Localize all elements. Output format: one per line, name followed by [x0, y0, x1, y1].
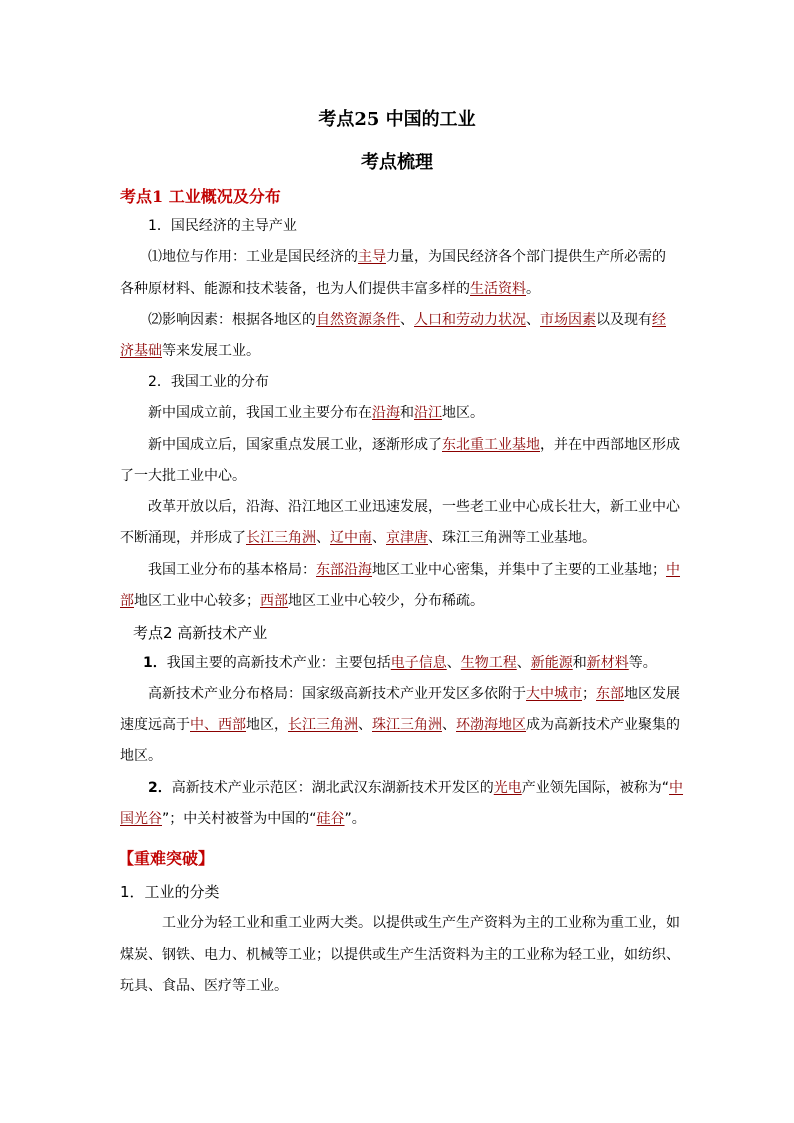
keyword: 东北重工业基地	[442, 437, 540, 453]
s1-p5-line1: 改革开放以后，沿海、沿江地区工业迅速发展，一些老工业中心成长壮大，新工业中心	[148, 499, 680, 515]
keyword: 东部沿海	[316, 562, 372, 578]
keyword: 国光谷	[120, 811, 162, 827]
s2-p3-line1	[148, 778, 683, 798]
keyword: 大中城市	[526, 686, 582, 702]
text: 等来发展工业。	[162, 343, 260, 359]
text: 以及现有	[596, 312, 652, 328]
text: 地区发展	[624, 686, 680, 702]
keyword: 西部	[260, 593, 288, 609]
text: 地区工业中心密集，并集中了主要的工业基地；	[372, 562, 666, 578]
keyword: 新能源	[530, 655, 573, 671]
text: 。	[526, 281, 540, 297]
keyword: 生活资料	[470, 281, 526, 297]
keyword: 自然资源条件	[316, 312, 400, 328]
page-subtitle: 考点梳理	[361, 152, 433, 173]
item-number: 1．	[143, 655, 167, 671]
text: 、	[516, 655, 531, 671]
text: 高新技术产业示范区：湖北武汉东湖新技术开发区的	[171, 780, 494, 796]
s2-p2-line2	[120, 715, 680, 735]
text: 、	[372, 530, 386, 546]
text: ”；中关村被誉为中国的“	[162, 811, 317, 827]
keyword: 部	[120, 593, 134, 609]
text: 、	[442, 717, 456, 733]
keyword: 环渤海地区	[456, 717, 526, 733]
keyword: 新材料	[586, 655, 629, 671]
keyword: 辽中南	[330, 530, 372, 546]
breakthrough-p-line1: 工业分为轻工业和重工业两大类。以提供或生产生产资料为主的工业称为重工业，如	[162, 915, 680, 931]
text: 新中国成立前，我国工业主要分布在	[148, 405, 372, 421]
keyword: 生物工程	[460, 655, 517, 671]
keyword: 主导	[358, 249, 386, 265]
text: 地区。	[442, 405, 484, 421]
text: 高新技术产业分布格局：国家级高新技术产业开发区多依附于	[148, 686, 526, 702]
breakthrough-item1-title: 1．工业的分类	[120, 883, 220, 901]
text: 地区工业中心较少，分布稀疏。	[288, 593, 484, 609]
text: 新中国成立后，国家重点发展工业，逐渐形成了	[148, 437, 442, 453]
text: 和	[400, 405, 414, 421]
keyword: 沿海	[372, 405, 400, 421]
keyword: 济基础	[120, 343, 162, 359]
keyword: 长江三角洲	[246, 530, 316, 546]
breakthrough-p-line3: 玩具、食品、医疗等工业。	[120, 978, 288, 994]
keyword: 京津唐	[386, 530, 428, 546]
text: 成为高新技术产业聚集的	[526, 717, 680, 733]
text: ⑴地位与作用：工业是国民经济的	[148, 249, 358, 265]
text: 地区工业中心较多；	[134, 593, 260, 609]
keyword: 光电	[493, 780, 522, 796]
keyword: 市场因素	[540, 312, 596, 328]
text: 和	[572, 655, 587, 671]
keyword: 人口和劳动力状况	[414, 312, 526, 328]
s1-p1-line1	[148, 247, 666, 267]
s1-p2-line2	[120, 341, 260, 361]
text: 不断涌现，并形成了	[120, 530, 246, 546]
text: ，并在中西部地区形成	[540, 437, 680, 453]
s1-p6-line1	[148, 560, 680, 580]
item-number: 2．	[148, 780, 172, 796]
text: 我国主要的高新技术产业：主要包括	[166, 655, 391, 671]
breakthrough-heading: 【重难突破】	[118, 849, 215, 868]
s2-p3-line2	[120, 809, 366, 829]
text: 速度远高于	[120, 717, 190, 733]
text: ⑵影响因素：根据各地区的	[148, 312, 316, 328]
text: 、	[400, 312, 414, 328]
text: 、珠江三角洲等工业基地。	[428, 530, 596, 546]
text: 、	[316, 530, 330, 546]
breakthrough-p-line2: 煤炭、钢铁、电力、机械等工业；以提供或生产生活资料为主的工业称为轻工业，如纺织、	[120, 947, 680, 963]
s1-p4-line2: 了一大批工业中心。	[120, 468, 246, 484]
s1-p3	[148, 403, 484, 423]
s1-p6-line2	[120, 591, 484, 611]
s2-p2-line1	[148, 684, 680, 704]
s1-p1-line2	[120, 279, 540, 299]
s2-p1	[143, 653, 657, 673]
section1-heading: 考点1 工业概况及分布	[120, 187, 281, 206]
s1-p5-line2	[120, 528, 596, 548]
keyword: 沿江	[414, 405, 442, 421]
page-title: 考点25 中国的工业	[318, 109, 476, 130]
text: 、	[526, 312, 540, 328]
keyword: 珠江三角洲	[372, 717, 442, 733]
text: 各种原材料、能源和技术装备，也为人们提供丰富多样的	[120, 281, 470, 297]
keyword: 长江三角洲	[288, 717, 358, 733]
text: 地区，	[246, 717, 288, 733]
section2-heading: 考点2 高新技术产业	[133, 624, 268, 642]
keyword: 东部	[596, 686, 624, 702]
text: 我国工业分布的基本格局：	[148, 562, 316, 578]
keyword: 电子信息	[390, 655, 447, 671]
text: 等。	[628, 655, 657, 671]
text: 、	[358, 717, 372, 733]
s1-p2-line1	[148, 310, 666, 330]
text: 力量，为国民经济各个部门提供生产所必需的	[386, 249, 666, 265]
keyword: 中	[666, 562, 680, 578]
text: 产业领先国际，被称为“	[521, 780, 670, 796]
keyword: 经	[652, 312, 666, 328]
text: ；	[582, 686, 596, 702]
keyword: 中、西部	[190, 717, 246, 733]
s2-p2-line3: 地区。	[120, 748, 162, 764]
text: 、	[446, 655, 461, 671]
text: ”。	[344, 811, 366, 827]
s1-p4-line1	[148, 435, 680, 455]
keyword: 中	[669, 780, 684, 796]
keyword: 硅谷	[316, 811, 345, 827]
s1-item1-title: 1．国民经济的主导产业	[148, 218, 297, 234]
s1-item2-title: 2．我国工业的分布	[148, 374, 269, 390]
